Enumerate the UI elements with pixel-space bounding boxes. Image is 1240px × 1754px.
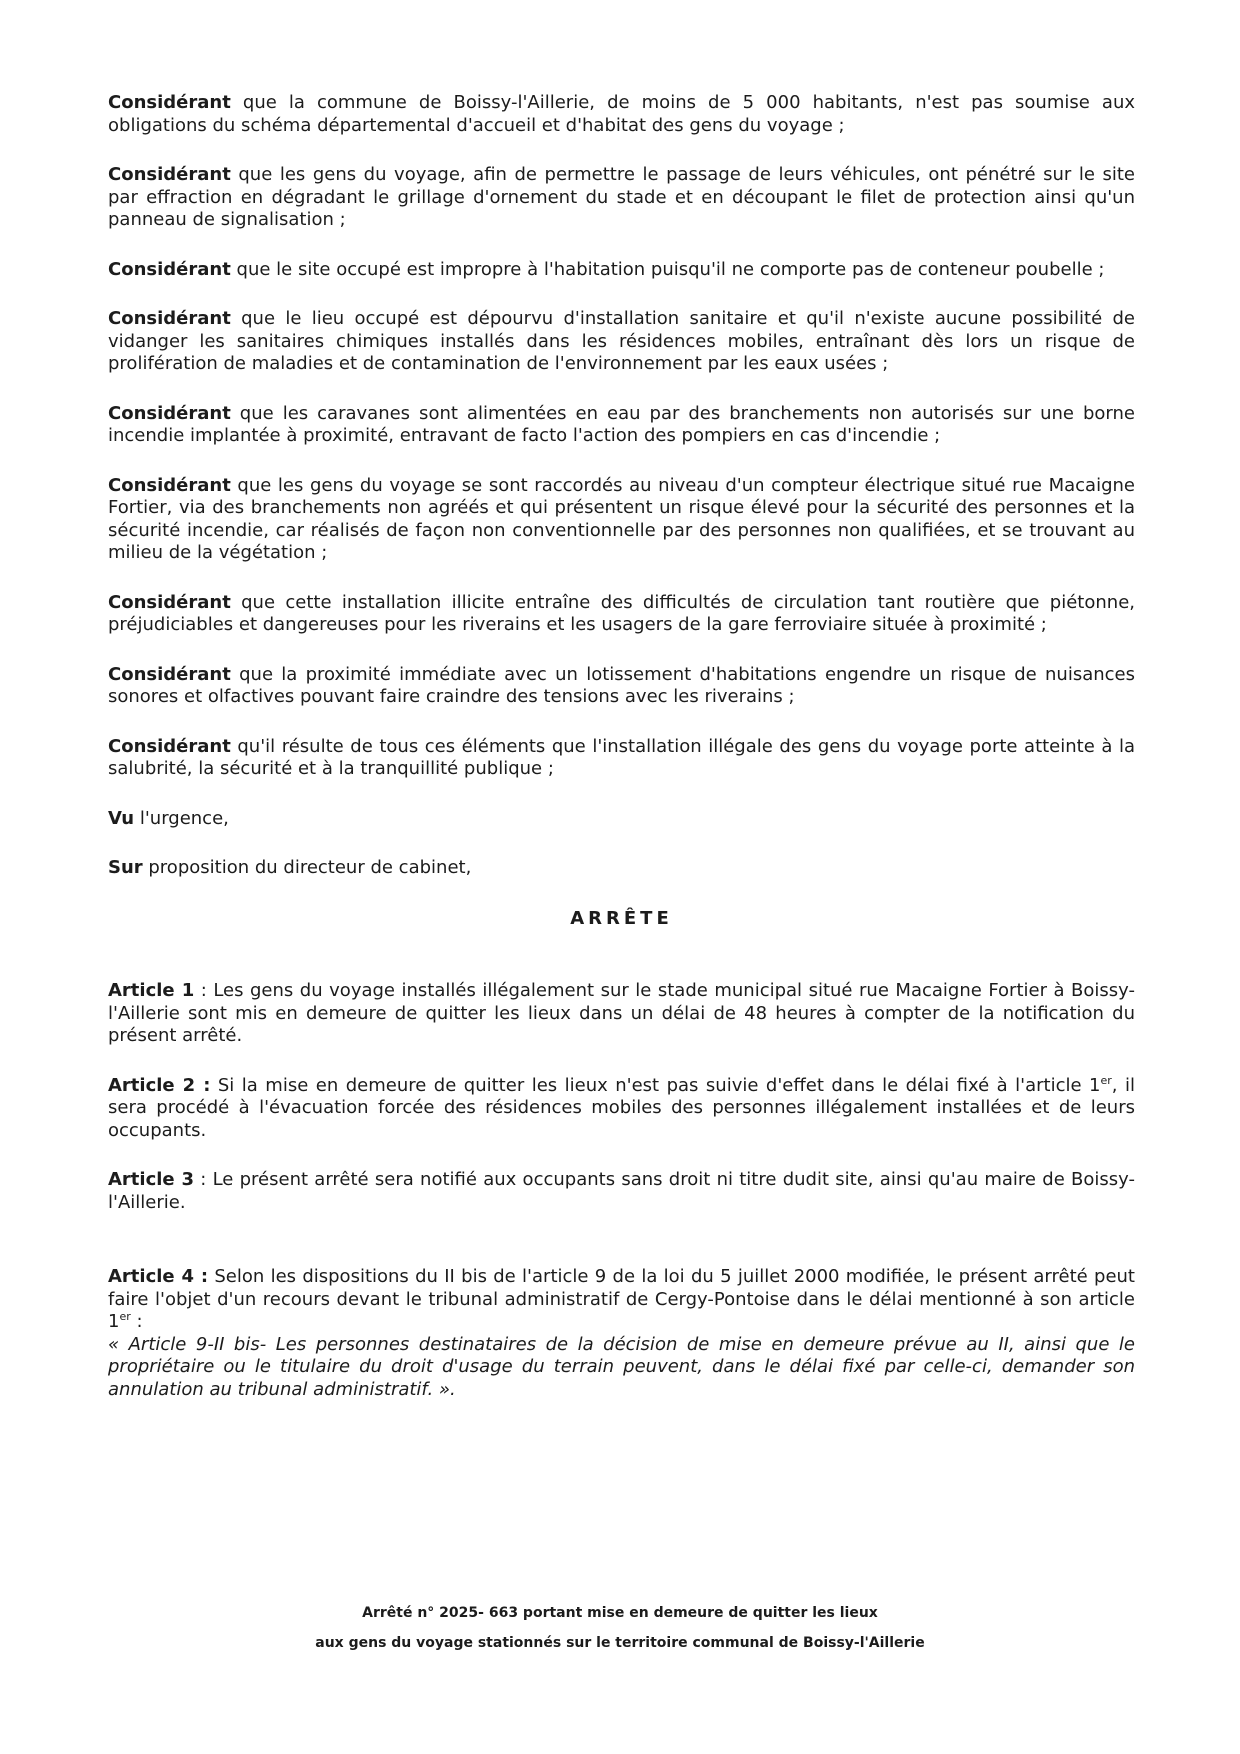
considerant-2 (108, 164, 1135, 232)
article-4 (108, 1266, 1135, 1401)
considerant-6 (108, 475, 1135, 565)
considerant-7 (108, 592, 1135, 637)
sur-clause (108, 857, 1135, 880)
considerant-lead: Considérant (108, 402, 231, 424)
document-body (108, 92, 1135, 1428)
considerant-lead: Considérant (108, 308, 231, 329)
vu-lead: Vu (108, 807, 135, 829)
considerant-lead: Considérant (108, 591, 231, 613)
sur-lead: Sur (108, 857, 143, 878)
considerant-9 (108, 736, 1135, 781)
article-text-continued: , il sera procédé à l'évacuation forcée des résidences mobiles des personnes illégalement installées et de leurs occupants. (108, 1074, 1136, 1141)
ordinal-superscript: er (1100, 1073, 1112, 1087)
article-lead: Article 2 : (108, 1074, 211, 1096)
considerant-lead: Considérant (108, 663, 231, 685)
article-lead: Article 3 (108, 1169, 194, 1190)
article-3 (108, 1169, 1135, 1214)
vu-text: l'urgence, (134, 807, 229, 829)
article-text: : Les gens du voyage installés illégalement sur le stade municipal situé rue Macaigne Fortier à Boissy-l'Aillerie sont mis en demeure de quitter les lieux dans un délai de 48 heures à compter de la notification du présent arrêté. (108, 980, 1135, 1046)
considerant-lead: Considérant (108, 474, 231, 496)
considerant-text: qu'il résulte de tous ces éléments que l'installation illégale des gens du voyage porte atteinte à la salubrité, la sécurité et à la tranquillité publique ; (108, 735, 1135, 779)
considerant-text: que le site occupé est impropre à l'habitation puisqu'il ne comporte pas de conteneur poubelle ; (230, 258, 1105, 280)
considerant-1 (108, 92, 1135, 137)
vu-clause (108, 808, 1135, 831)
article-text: Si la mise en demeure de quitter les lieux n'est pas suivie d'effet dans le délai fixé à l'article 1 (210, 1074, 1101, 1096)
article-text: Selon les dispositions du II bis de l'article 9 de la loi du 5 juillet 2000 modifiée, le présent arrêté peut faire l'objet d'un recours devant le tribunal administratif de Cergy-Pontoise dans le délai mentionné à son article 1 (108, 1266, 1135, 1332)
considerant-lead: Considérant (108, 164, 231, 185)
considerant-text: que le lieu occupé est dépourvu d'installation sanitaire et qu'il n'existe aucune possibilité de vidanger les sanitaires chimiques installés dans les résidences mobiles, entraînant dès lors un risque de prolifération de maladies et de contamination de l'environnement par les eaux usées ; (108, 308, 1135, 374)
considerant-text: que les gens du voyage, afin de permettre le passage de leurs véhicules, ont pénétré sur le site par effraction en dégradant le grillage d'ornement du stade et en découpant le filet de protection ainsi qu'un panneau de signalisation ; (108, 164, 1135, 230)
article-lead: Article 1 (108, 980, 195, 1001)
considerant-lead: Considérant (108, 258, 231, 280)
considerant-text: que la proximité immédiate avec un lotissement d'habitations engendre un risque de nuisances sonores et olfactives pouvant faire craindre des tensions avec les riverains ; (108, 663, 1135, 707)
considerant-8 (108, 664, 1135, 709)
article-2 (108, 1075, 1135, 1143)
footer-line-2: aux gens du voyage stationnés sur le territoire communal de Boissy-l'Aillerie (315, 1635, 925, 1651)
considerant-4 (108, 308, 1135, 376)
article-text: : Le présent arrêté sera notifié aux occupants sans droit ni titre dudit site, ainsi qu'au maire de Boissy-l'Aillerie. (108, 1169, 1135, 1213)
article-1 (108, 980, 1135, 1048)
ordinal-superscript: er (119, 1310, 131, 1323)
considerant-lead: Considérant (108, 92, 231, 113)
considerant-text: que cette installation illicite entraîne des difficultés de circulation tant routière que piétonne, préjudiciables et dangereuses pour les riverains et les usagers de la gare ferroviaire située à proximité ; (108, 591, 1135, 635)
considerant-text: que la commune de Boissy-l'Aillerie, de moins de 5 000 habitants, n'est pas soumise aux obligations du schéma départemental d'accueil et d'habitat des gens du voyage ; (108, 92, 1135, 136)
considerant-3 (108, 259, 1135, 282)
article-lead: Article 4 : (108, 1266, 209, 1287)
arrete-heading: ARRÊTE (570, 907, 673, 929)
considerant-text: que les gens du voyage se sont raccordés au niveau d'un compteur électrique situé rue Macaigne Fortier, via des branchements non agréés et qui présentent un risque élevé pour la sécurité des personnes et la sécurité incendie, car réalisés de façon non conventionnelle par des personnes non qualifiées, et se trouvant au milieu de la végétation ; (108, 474, 1135, 563)
article-text-continued: : (130, 1311, 143, 1332)
document-footer (0, 1598, 1240, 1658)
sur-text: proposition du directeur de cabinet, (142, 857, 472, 878)
considerant-5 (108, 403, 1135, 448)
considerant-text: que les caravanes sont alimentées en eau par des branchements non autorisés sur une borne incendie implantée à proximité, entravant de facto l'action des pompiers en cas d'incendie ; (108, 402, 1135, 446)
article-quote: « Article 9-II bis- Les personnes destinataires de la décision de mise en demeure prévue au II, ainsi que le propriétaire ou le titulaire du droit d'usage du terrain peuvent, dans le délai fixé par celle-ci, demander son annulation au tribunal administratif. ». (108, 1333, 1135, 1400)
footer-line-1: Arrêté n° 2025- 663 portant mise en demeure de quitter les lieux (362, 1605, 878, 1621)
considerant-lead: Considérant (108, 735, 231, 757)
